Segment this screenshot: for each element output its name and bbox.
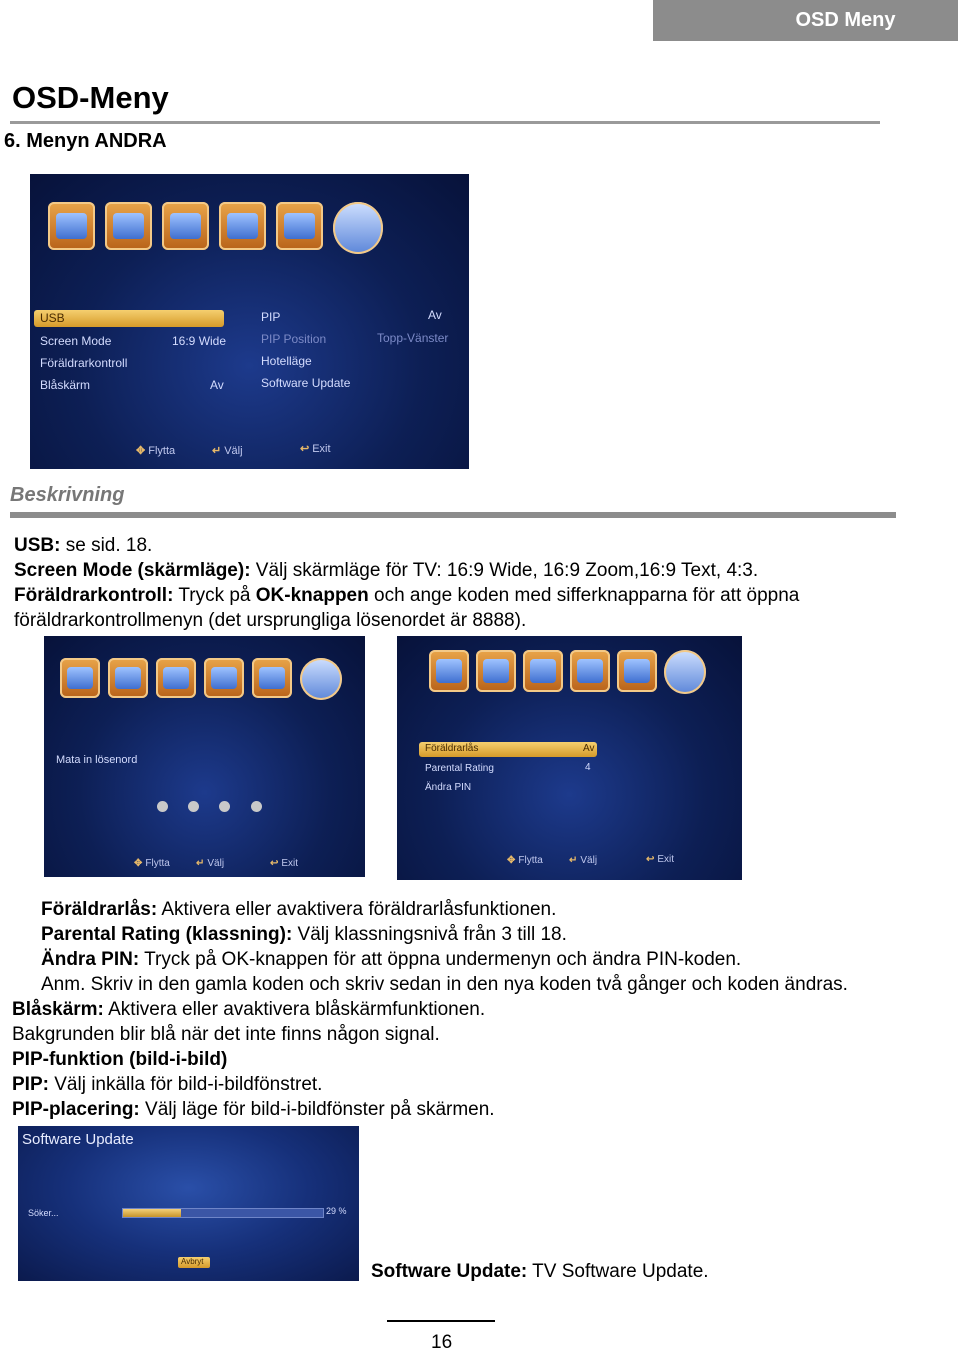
move-arrows-icon: ✥: [507, 855, 516, 866]
menu-item-software-update: Software Update: [261, 376, 351, 390]
menu-highlight: [34, 310, 224, 327]
blue-screen-text: Aktivera eller avaktivera blåskärmfunktionen.: [103, 999, 486, 1020]
change-pin-text: Tryck på OK-knappen för att öppna undermenyn och ändra PIN-koden.: [139, 949, 742, 970]
change-pin-paragraph: [41, 947, 741, 972]
parental-label: Föräldrarkontroll:: [14, 585, 174, 606]
pip-position-label: PIP-placering:: [12, 1099, 140, 1120]
update-caption-label: Software Update:: [371, 1261, 528, 1282]
footer-select: [196, 858, 224, 869]
rating-item-value: 4: [585, 762, 591, 773]
osd-lock-screenshot: [397, 636, 742, 880]
footer-select-label: Välj: [580, 855, 598, 866]
settings-gear-icon: [219, 202, 266, 250]
move-arrows-icon: ✥: [136, 445, 146, 457]
rating-paragraph: [41, 922, 567, 947]
pin-prompt: Mata in lösenord: [56, 754, 138, 766]
return-arrow-icon: ↩: [270, 858, 279, 869]
blue-screen-line2: Bakgrunden blir blå när det inte finns någon signal.: [12, 1024, 440, 1045]
menu-item-pip-value: Av: [428, 308, 442, 322]
usb-text: se sid. 18.: [60, 535, 153, 556]
cancel-button-label: Avbryt: [181, 1257, 204, 1266]
pip-position-paragraph: [12, 1097, 495, 1122]
change-pin-label: Ändra PIN:: [41, 949, 140, 970]
picture-icon: [60, 658, 100, 698]
footer-move: [134, 858, 170, 869]
footer-move-label: Flytta: [148, 445, 176, 457]
pin-digit-dot-2: [188, 801, 199, 812]
settings-gear-icon: [204, 658, 244, 698]
osd-icon-row: [429, 650, 706, 694]
picture-icon: [429, 650, 469, 692]
pip-paragraph: [12, 1072, 322, 1097]
menu-item-pip: PIP: [261, 310, 281, 324]
footer-move: [136, 444, 175, 457]
footer-select: [212, 444, 243, 457]
description-heading: Beskrivning: [10, 484, 125, 506]
menu-item-screen-mode: Screen Mode: [40, 334, 112, 348]
return-arrow-icon: ↩: [300, 443, 310, 455]
header-tab-label: OSD Meny: [795, 9, 896, 31]
footer-move: [507, 855, 543, 866]
blue-screen-paragraph: [12, 997, 485, 1022]
update-progress-label: 29 %: [326, 1206, 347, 1216]
osd-pin-screenshot: [44, 636, 365, 877]
lock-text: Aktivera eller avaktivera föräldrarlåsfunktionen.: [157, 899, 557, 920]
footer-select-label: Välj: [224, 445, 243, 457]
header-tab: [653, 0, 958, 41]
pip-function-label: PIP-funktion (bild-i-bild): [12, 1049, 228, 1070]
footer-select-label: Välj: [207, 858, 225, 869]
footer-move-label: Flytta: [145, 858, 170, 869]
menu-item-blue-screen-value: Av: [210, 378, 224, 392]
enter-arrow-icon: ↵: [212, 445, 222, 457]
page-number: 16: [431, 1332, 453, 1353]
update-title: Software Update: [22, 1131, 134, 1148]
footer-exit: [270, 858, 298, 869]
menu-item-blue-screen: Blåskärm: [40, 378, 91, 392]
menu-item-pip-position-value: Topp-Vänster: [377, 331, 449, 345]
pip-position-text: Välj läge för bild-i-bildfönster på skärmen.: [139, 1099, 495, 1120]
footer-move-label: Flytta: [518, 855, 543, 866]
footer-select: [569, 855, 597, 866]
sound-icon: [108, 658, 148, 698]
menu-highlight: [419, 742, 597, 757]
update-progress-track: [122, 1208, 324, 1218]
pip-text: Välj inkälla för bild-i-bildfönstret.: [48, 1074, 323, 1095]
update-progress-fill: [123, 1209, 181, 1217]
rating-text: Välj klassningsnivå från 3 till 18.: [292, 924, 567, 945]
screen-mode-label: Screen Mode (skärmläge):: [14, 560, 251, 581]
settings-gear-icon: [570, 650, 610, 692]
usb-paragraph: [14, 533, 152, 558]
media-disc-icon: [300, 658, 342, 700]
channel-icon: [156, 658, 196, 698]
menu-item-parental: Föräldrarkontroll: [40, 356, 128, 370]
rating-item: Parental Rating: [425, 763, 494, 774]
media-disc-icon: [333, 202, 383, 254]
osd-update-screenshot: [18, 1126, 359, 1281]
other-menu-icon: [617, 650, 657, 692]
osd-main-screenshot: [30, 174, 469, 469]
footer-exit: [646, 854, 674, 865]
return-arrow-icon: ↩: [646, 854, 655, 865]
menu-item-hotel: Hotelläge: [261, 354, 312, 368]
enter-arrow-icon: ↵: [569, 855, 578, 866]
osd-icon-row: [48, 202, 383, 254]
pin-digit-dot-3: [219, 801, 230, 812]
update-status: Söker...: [28, 1208, 59, 1218]
lock-item-label: Föräldrarlås: [425, 743, 479, 754]
menu-item-screen-mode-value: 16:9 Wide: [172, 334, 227, 348]
parental-text-1: Tryck på: [173, 585, 256, 606]
screen-mode-paragraph: [14, 558, 758, 583]
note-paragraph: Anm. Skriv in den gamla koden och skriv sedan in den nya koden två gånger och koden ändras.: [41, 974, 848, 995]
page-number-rule: [387, 1320, 495, 1322]
usb-label: USB:: [14, 535, 61, 556]
channel-icon: [162, 202, 209, 250]
rating-label: Parental Rating (klassning):: [41, 924, 293, 945]
pin-digit-dot-4: [251, 801, 262, 812]
picture-icon: [48, 202, 95, 250]
enter-arrow-icon: ↵: [196, 858, 205, 869]
lock-paragraph: [41, 897, 556, 922]
channel-icon: [523, 650, 563, 692]
pip-label: PIP:: [12, 1074, 49, 1095]
cancel-button[interactable]: [178, 1257, 210, 1268]
update-caption-text: TV Software Update.: [527, 1261, 709, 1282]
other-menu-icon: [252, 658, 292, 698]
lock-label: Föräldrarlås:: [41, 899, 158, 920]
description-divider: [10, 512, 896, 518]
sound-icon: [476, 650, 516, 692]
move-arrows-icon: ✥: [134, 858, 143, 869]
change-pin-item: Ändra PIN: [425, 782, 472, 793]
media-disc-icon: [664, 650, 706, 694]
parental-ok-key: OK-knappen: [255, 585, 369, 606]
menu-item-usb-label: USB: [40, 311, 65, 325]
parental-paragraph: [14, 583, 799, 608]
update-caption: [371, 1259, 709, 1284]
title-divider: [10, 121, 880, 124]
footer-exit-label: Exit: [657, 854, 675, 865]
parental-paragraph-line2: föräldrarkontrollmenyn (det ursprungliga lösenordet är 8888).: [14, 610, 527, 631]
footer-exit: [300, 442, 331, 455]
menu-item-pip-position: PIP Position: [261, 332, 327, 346]
osd-icon-row: [60, 658, 342, 700]
footer-exit-label: Exit: [312, 443, 331, 455]
pin-digit-dot-1: [157, 801, 168, 812]
pip-function-heading: [12, 1047, 227, 1072]
parental-text-2: och ange koden med sifferknapparna för att öppna: [368, 585, 800, 606]
page-subtitle: 6. Menyn ANDRA: [4, 130, 167, 152]
screen-mode-text: Välj skärmläge för TV: 16:9 Wide, 16:9 Zoom,16:9 Text, 4:3.: [250, 560, 759, 581]
footer-exit-label: Exit: [281, 858, 299, 869]
lock-item-value: Av: [583, 743, 595, 754]
other-menu-icon: [276, 202, 323, 250]
blue-screen-label: Blåskärm:: [12, 999, 104, 1020]
sound-icon: [105, 202, 152, 250]
page-title: OSD-Meny: [12, 80, 169, 115]
